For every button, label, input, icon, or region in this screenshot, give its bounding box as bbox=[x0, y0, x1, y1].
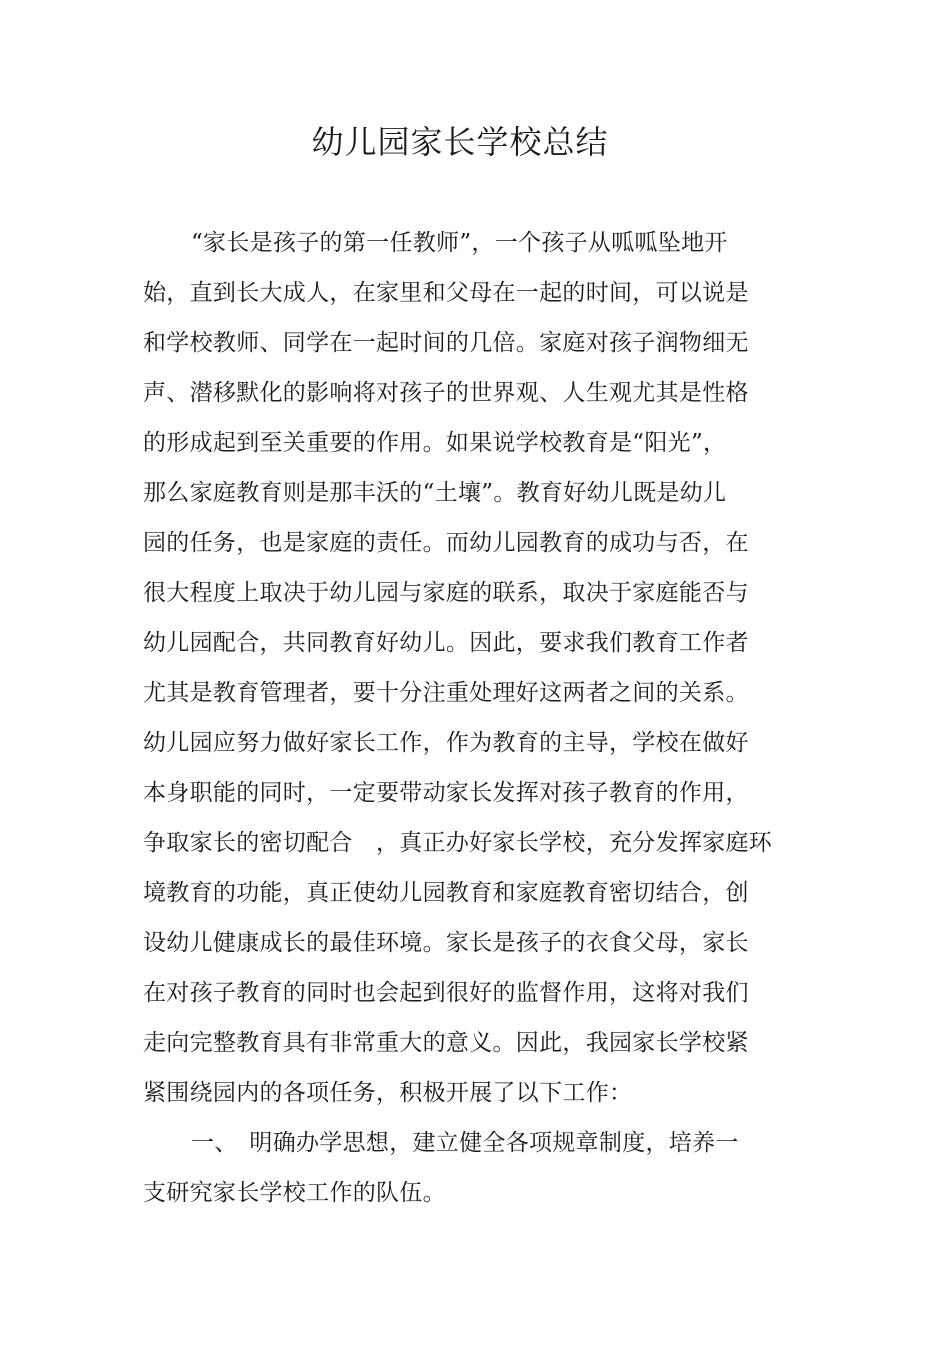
document-body bbox=[143, 218, 783, 1218]
paragraph-line: 声、潜移默化的影响将对孩子的世界观、人生观尤其是性格 bbox=[143, 380, 749, 406]
paragraph-line: 走向完整教育具有非常重大的意义。因此，我园家长学校紧 bbox=[143, 1030, 749, 1056]
paragraph-line: 紧围绕园内的各项任务，积极开展了以下工作： bbox=[143, 1080, 633, 1106]
paragraph-line: 支研究家长学校工作的队伍。 bbox=[143, 1180, 446, 1206]
paragraph-line: 园的任务，也是家庭的责任。而幼儿园教育的成功与否，在 bbox=[143, 530, 749, 556]
paragraph-line: 很大程度上取决于幼儿园与家庭的联系，取决于家庭能否与 bbox=[143, 580, 749, 606]
document-title: 幼儿园家长学校总结 bbox=[311, 123, 609, 161]
paragraph-line: 在对孩子教育的同时也会起到很好的监督作用，这将对我们 bbox=[143, 980, 749, 1006]
paragraph-line: 本身职能的同时，一定要带动家长发挥对孩子教育的作用， bbox=[143, 780, 749, 806]
paragraph-line: 尤其是教育管理者，要十分注重处理好这两者之间的关系。 bbox=[143, 680, 749, 706]
section-heading-line: 一、 明确办学思想，建立健全各项规章制度，培养一 bbox=[191, 1130, 739, 1156]
paragraph-line: 幼儿园配合，共同教育好幼儿。因此，要求我们教育工作者 bbox=[143, 630, 749, 656]
paragraph-line: 设幼儿健康成长的最佳环境。家长是孩子的衣食父母，家长 bbox=[143, 930, 749, 956]
paragraph-line: 和学校教师、同学在一起时间的几倍。家庭对孩子润物细无 bbox=[143, 330, 749, 356]
paragraph-line: 那么家庭教育则是那丰沃的“土壤”。教育好幼儿既是幼儿 bbox=[143, 480, 727, 506]
paragraph-line: 争取家长的密切配合 ，真正办好家长学校，充分发挥家庭环 bbox=[143, 830, 773, 856]
paragraph-line: 始，直到长大成人，在家里和父母在一起的时间，可以说是 bbox=[143, 280, 749, 306]
paragraph-line: 境教育的功能，真正使幼儿园教育和家庭教育密切结合，创 bbox=[143, 880, 749, 906]
paragraph-line: 幼儿园应努力做好家长工作，作为教育的主导，学校在做好 bbox=[143, 730, 749, 756]
paragraph-line: 的形成起到至关重要的作用。如果说学校教育是“阳光”， bbox=[143, 430, 727, 456]
paragraph-line: “家长是孩子的第一任教师”，一个孩子从呱呱坠地开 bbox=[191, 230, 728, 256]
